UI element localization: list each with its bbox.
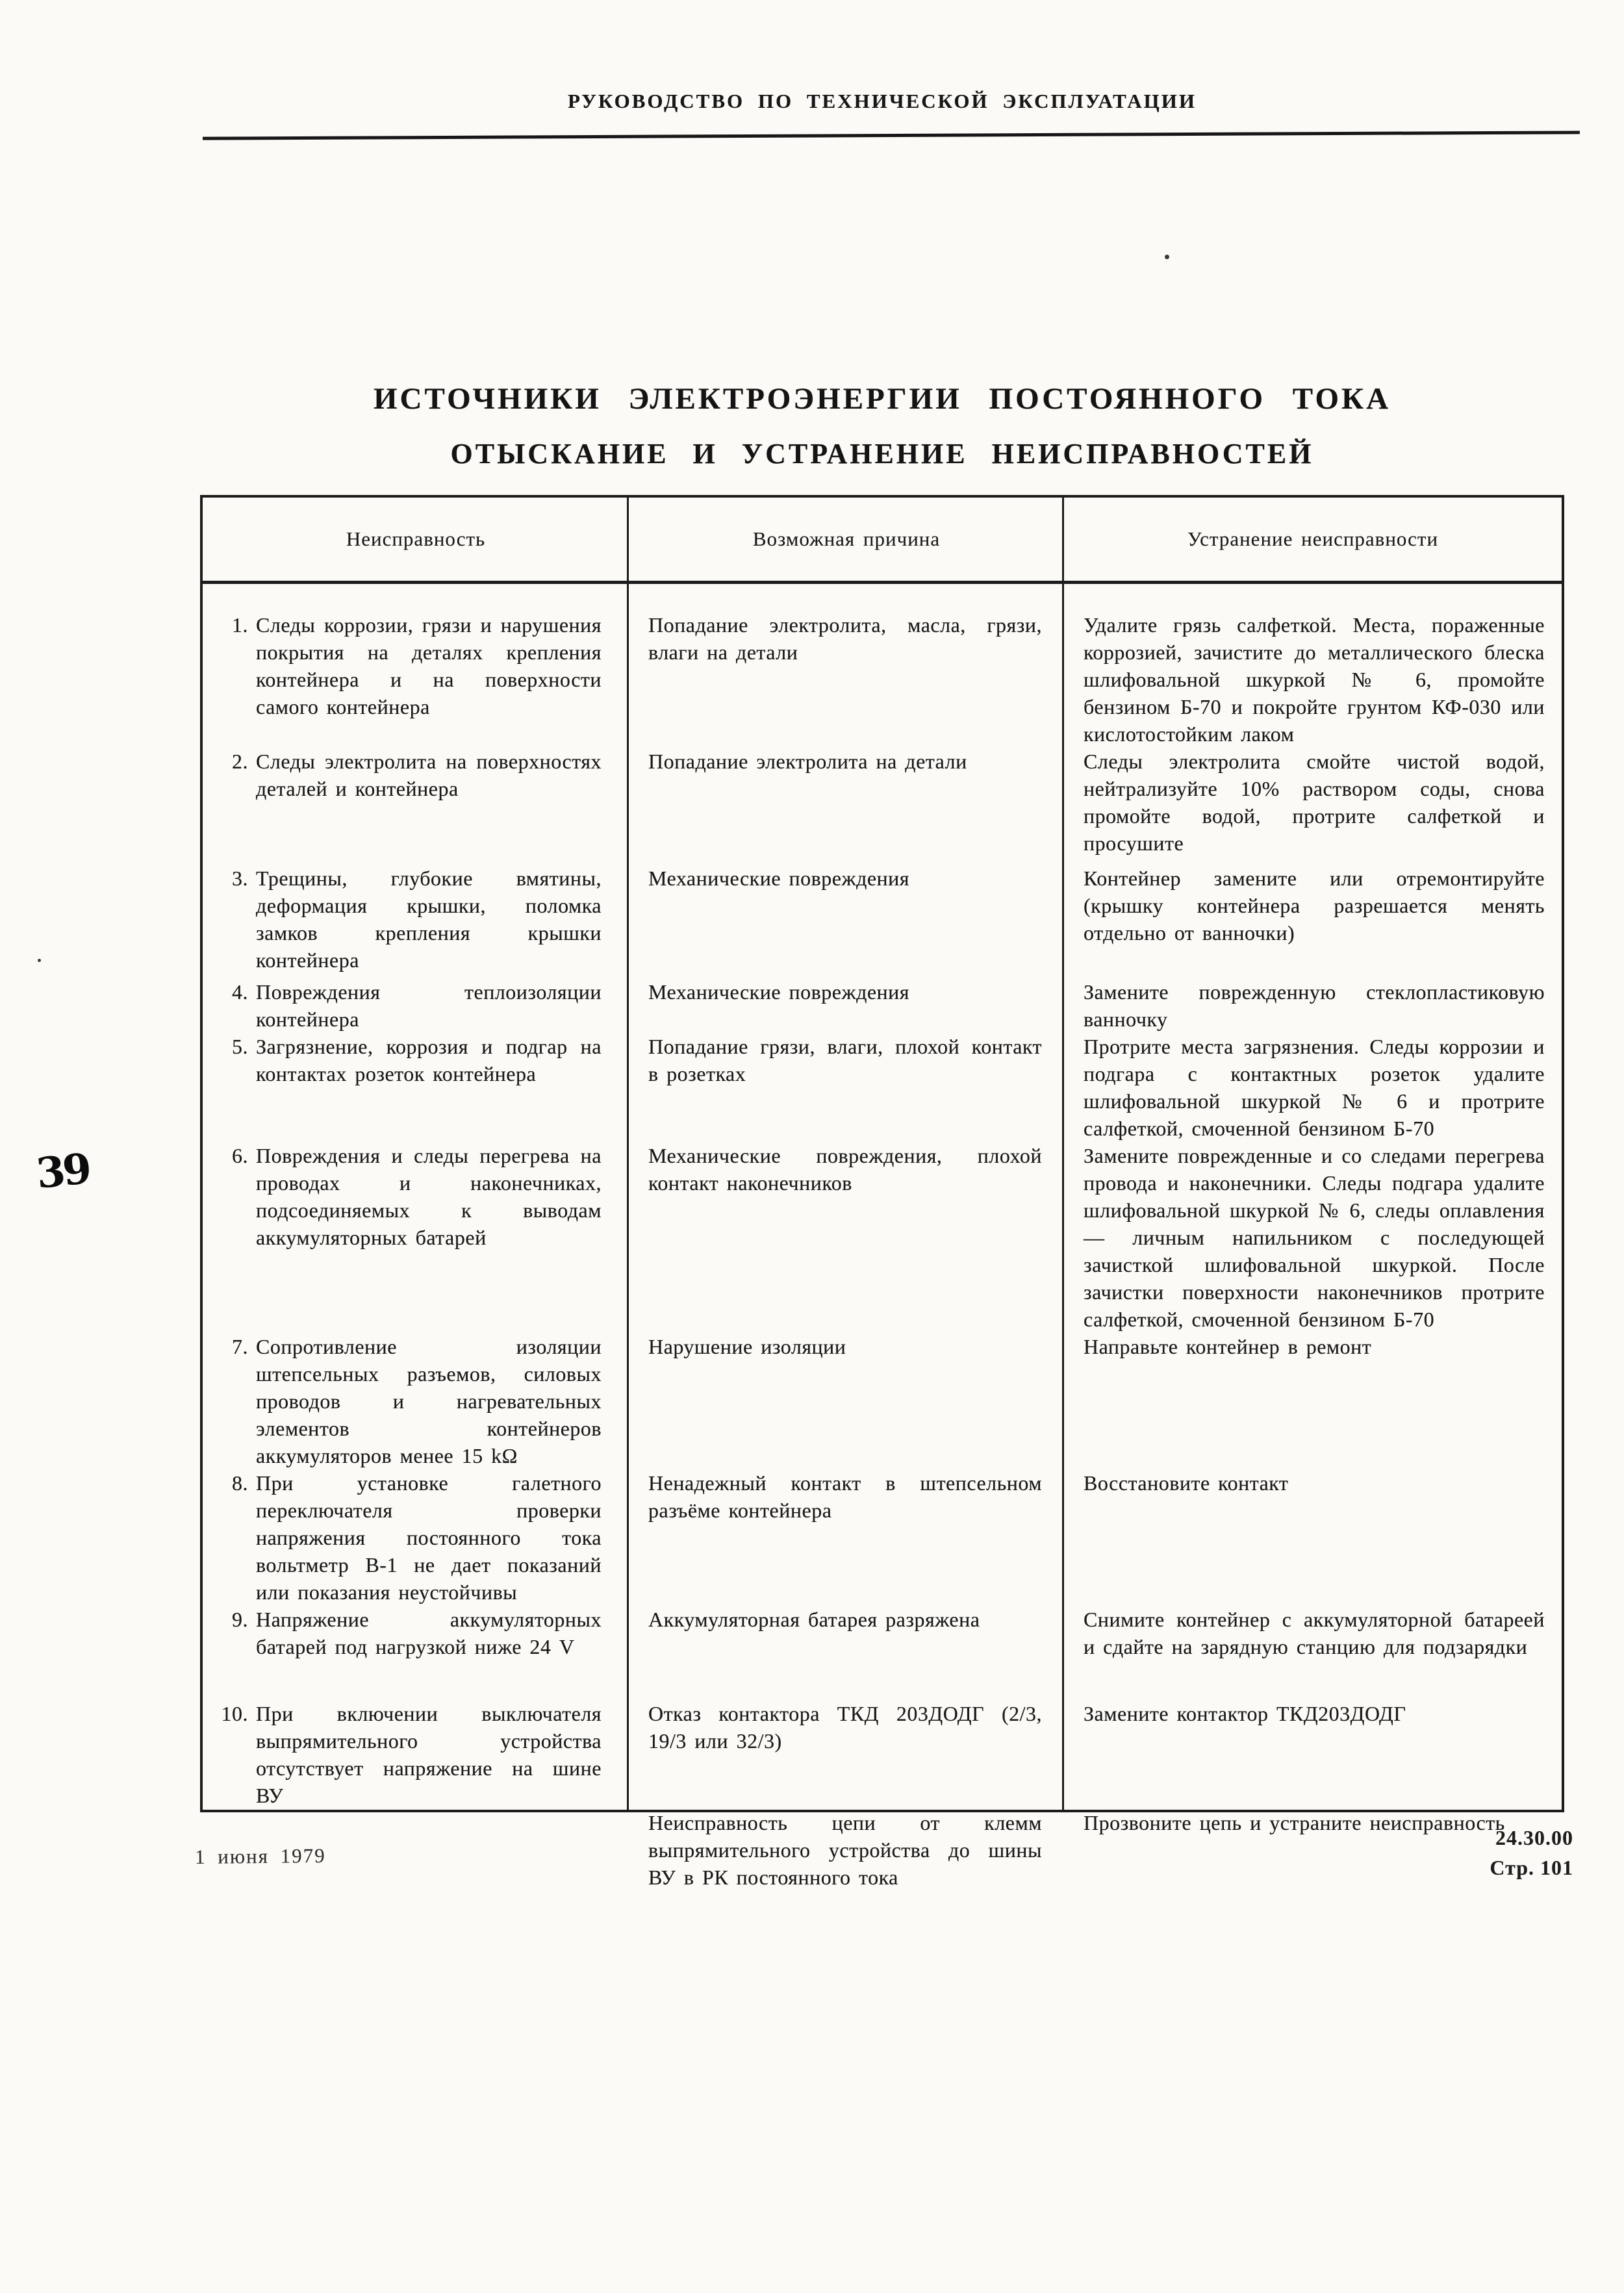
document-title xyxy=(200,382,1564,470)
fault-text: При включении выключателя выпрямительного устройства отсутствует напряжение на шине ВУ xyxy=(256,1702,602,1807)
row-number: 8. xyxy=(232,1471,248,1495)
fault-text: Следы электролита на поверхностях деталей и контейнера xyxy=(256,750,602,800)
title-line-1: ИСТОЧНИКИ ЭЛЕКТРОЭНЕРГИИ ПОСТОЯННОГО ТОКА xyxy=(373,382,1391,416)
fault-text: При установке галетного переключателя проверки напряжения постоянного тока вольтметр В-1 не дает показаний или показания неустойчивы xyxy=(256,1471,602,1604)
header-rule xyxy=(203,131,1580,140)
footer-reference xyxy=(1490,1823,1573,1882)
running-head: РУКОВОДСТВО ПО ТЕХНИЧЕСКОЙ ЭКСПЛУАТАЦИИ xyxy=(567,90,1197,112)
remedy-cell: Контейнер замените или отремонтируйте (крышку контейнера разрешается менять отдельно от ванночки) xyxy=(1084,867,1545,944)
row-number: 10. xyxy=(221,1702,248,1725)
column-divider-2 xyxy=(1062,498,1064,1810)
column-header-fault: Неисправность xyxy=(346,527,486,550)
scan-artifact-dot xyxy=(1165,255,1169,259)
table-row xyxy=(203,1809,1562,1891)
fault-cell xyxy=(203,865,629,974)
fault-cell xyxy=(203,1033,629,1087)
fault-text: Сопротивление изоляции штепсельных разъемов, силовых проводов и нагревательных элементов контейнеров аккумуляторов менее 15 kΩ xyxy=(256,1335,602,1467)
cause-cell: Механические повреждения xyxy=(648,867,910,890)
cause-cell: Аккумуляторная батарея разряжена xyxy=(648,1608,980,1631)
remedy-cell: Восстановите контакт xyxy=(1084,1471,1289,1495)
column-header-cause: Возможная причина xyxy=(752,527,941,550)
fault-text: Загрязнение, коррозия и подгар на контактах розеток контейнера xyxy=(256,1035,602,1085)
fault-cell xyxy=(203,1333,629,1469)
fault-text: Повреждения теплоизоляции контейнера xyxy=(256,980,602,1031)
remedy-cell: Замените поврежденные и со следами перегрева провода и наконечники. Следы подгара удалите шлифовальной шкуркой № 6, следы оплавления — личным напильником с последующей зачисткой шлифовальной шкуркой. После зачистки поверхности наконечников протрите салфеткой, смоченной бензином Б-70 xyxy=(1084,1144,1545,1331)
fault-cell xyxy=(203,748,629,802)
row-number: 2. xyxy=(232,750,248,773)
row-number: 6. xyxy=(232,1144,248,1167)
table-row xyxy=(203,611,1562,748)
fault-cell xyxy=(203,611,629,720)
scan-artifact-dot xyxy=(38,959,41,962)
handwritten-margin-number: 39 xyxy=(34,1144,92,1199)
cause-cell: Неисправность цепи от клемм выпрямительного устройства до шины ВУ в РК постоянного тока xyxy=(648,1811,1042,1889)
table-row xyxy=(203,865,1562,978)
footer-doc-number: 24.30.00 xyxy=(1495,1826,1573,1849)
column-divider-1 xyxy=(627,498,629,1810)
row-number: 4. xyxy=(232,980,248,1004)
fault-cell xyxy=(203,1700,629,1809)
table-body xyxy=(203,584,1562,1891)
table-row xyxy=(203,1142,1562,1333)
table-row xyxy=(203,1700,1562,1809)
fault-cell xyxy=(203,1142,629,1251)
fault-text: Напряжение аккумуляторных батарей под нагрузкой ниже 24 V xyxy=(256,1608,602,1658)
fault-cell xyxy=(203,978,629,1033)
cause-cell: Механические повреждения, плохой контакт наконечников xyxy=(648,1144,1042,1195)
remedy-cell: Прозвоните цепь и устраните неисправность xyxy=(1084,1811,1505,1834)
cause-cell: Отказ контактора ТКД 203ДОДГ (2/3, 19/3 или 32/3) xyxy=(648,1702,1042,1753)
remedy-cell: Замените контактор ТКД203ДОДГ xyxy=(1084,1702,1406,1725)
column-header-remedy: Устранение неисправности xyxy=(1187,527,1439,550)
cause-cell: Попадание грязи, влаги, плохой контакт в розетках xyxy=(648,1035,1042,1085)
row-number: 1. xyxy=(232,613,248,637)
table-header-row xyxy=(203,498,1562,584)
cause-cell: Ненадежный контакт в штепсельном разъёме контейнера xyxy=(648,1471,1042,1522)
row-number: 5. xyxy=(232,1035,248,1058)
fault-cell xyxy=(203,1469,629,1606)
cause-cell: Попадание электролита, масла, грязи, влаги на детали xyxy=(648,613,1042,664)
row-number: 7. xyxy=(232,1335,248,1358)
remedy-cell: Следы электролита смойте чистой водой, нейтрализуйте 10% раствором соды, снова промойте водой, протрите салфеткой и просушите xyxy=(1084,750,1545,855)
cause-cell: Механические повреждения xyxy=(648,980,910,1004)
fault-text: Повреждения и следы перегрева на проводах и наконечниках, подсоединяемых к выводам аккумуляторных батарей xyxy=(256,1144,602,1249)
table-row xyxy=(203,748,1562,865)
footer-page-number: Стр. 101 xyxy=(1490,1856,1573,1879)
remedy-cell: Замените поврежденную стеклопластиковую ванночку xyxy=(1084,980,1545,1031)
title-line-2: ОТЫСКАНИЕ И УСТРАНЕНИЕ НЕИСПРАВНОСТЕЙ xyxy=(450,438,1314,470)
table-row xyxy=(203,1606,1562,1700)
fault-cell xyxy=(203,1606,629,1660)
table-row xyxy=(203,1333,1562,1469)
fault-text: Трещины, глубокие вмятины, деформация крышки, поломка замков крепления крышки контейнера xyxy=(256,867,602,972)
cause-cell: Попадание электролита на детали xyxy=(648,750,967,773)
remedy-cell: Удалите грязь салфеткой. Места, пораженные коррозией, зачистите до металлического блеска шлифовальной шкуркой № 6, промойте бензином Б-70 и покройте грунтом КФ-030 или кислотостойким лаком xyxy=(1084,613,1545,746)
row-number: 9. xyxy=(232,1608,248,1631)
fault-text: Следы коррозии, грязи и нарушения покрытия на деталях крепления контейнера и на поверхности самого контейнера xyxy=(256,613,602,718)
remedy-cell: Протрите места загрязнения. Следы коррозии и подгара с контактных розеток удалите шлифовальной шкуркой № 6 и протрите салфеткой, смоченной бензином Б-70 xyxy=(1084,1035,1545,1140)
table-row xyxy=(203,978,1562,1033)
footer-date: 1 июня 1979 xyxy=(194,1843,326,1869)
cause-cell: Нарушение изоляции xyxy=(648,1335,846,1358)
remedy-cell: Снимите контейнер с аккумуляторной батареей и сдайте на зарядную станцию для подзарядки xyxy=(1084,1608,1545,1658)
remedy-cell: Направьте контейнер в ремонт xyxy=(1084,1335,1372,1358)
table-row xyxy=(203,1033,1562,1142)
table-row xyxy=(203,1469,1562,1606)
row-number: 3. xyxy=(232,867,248,890)
